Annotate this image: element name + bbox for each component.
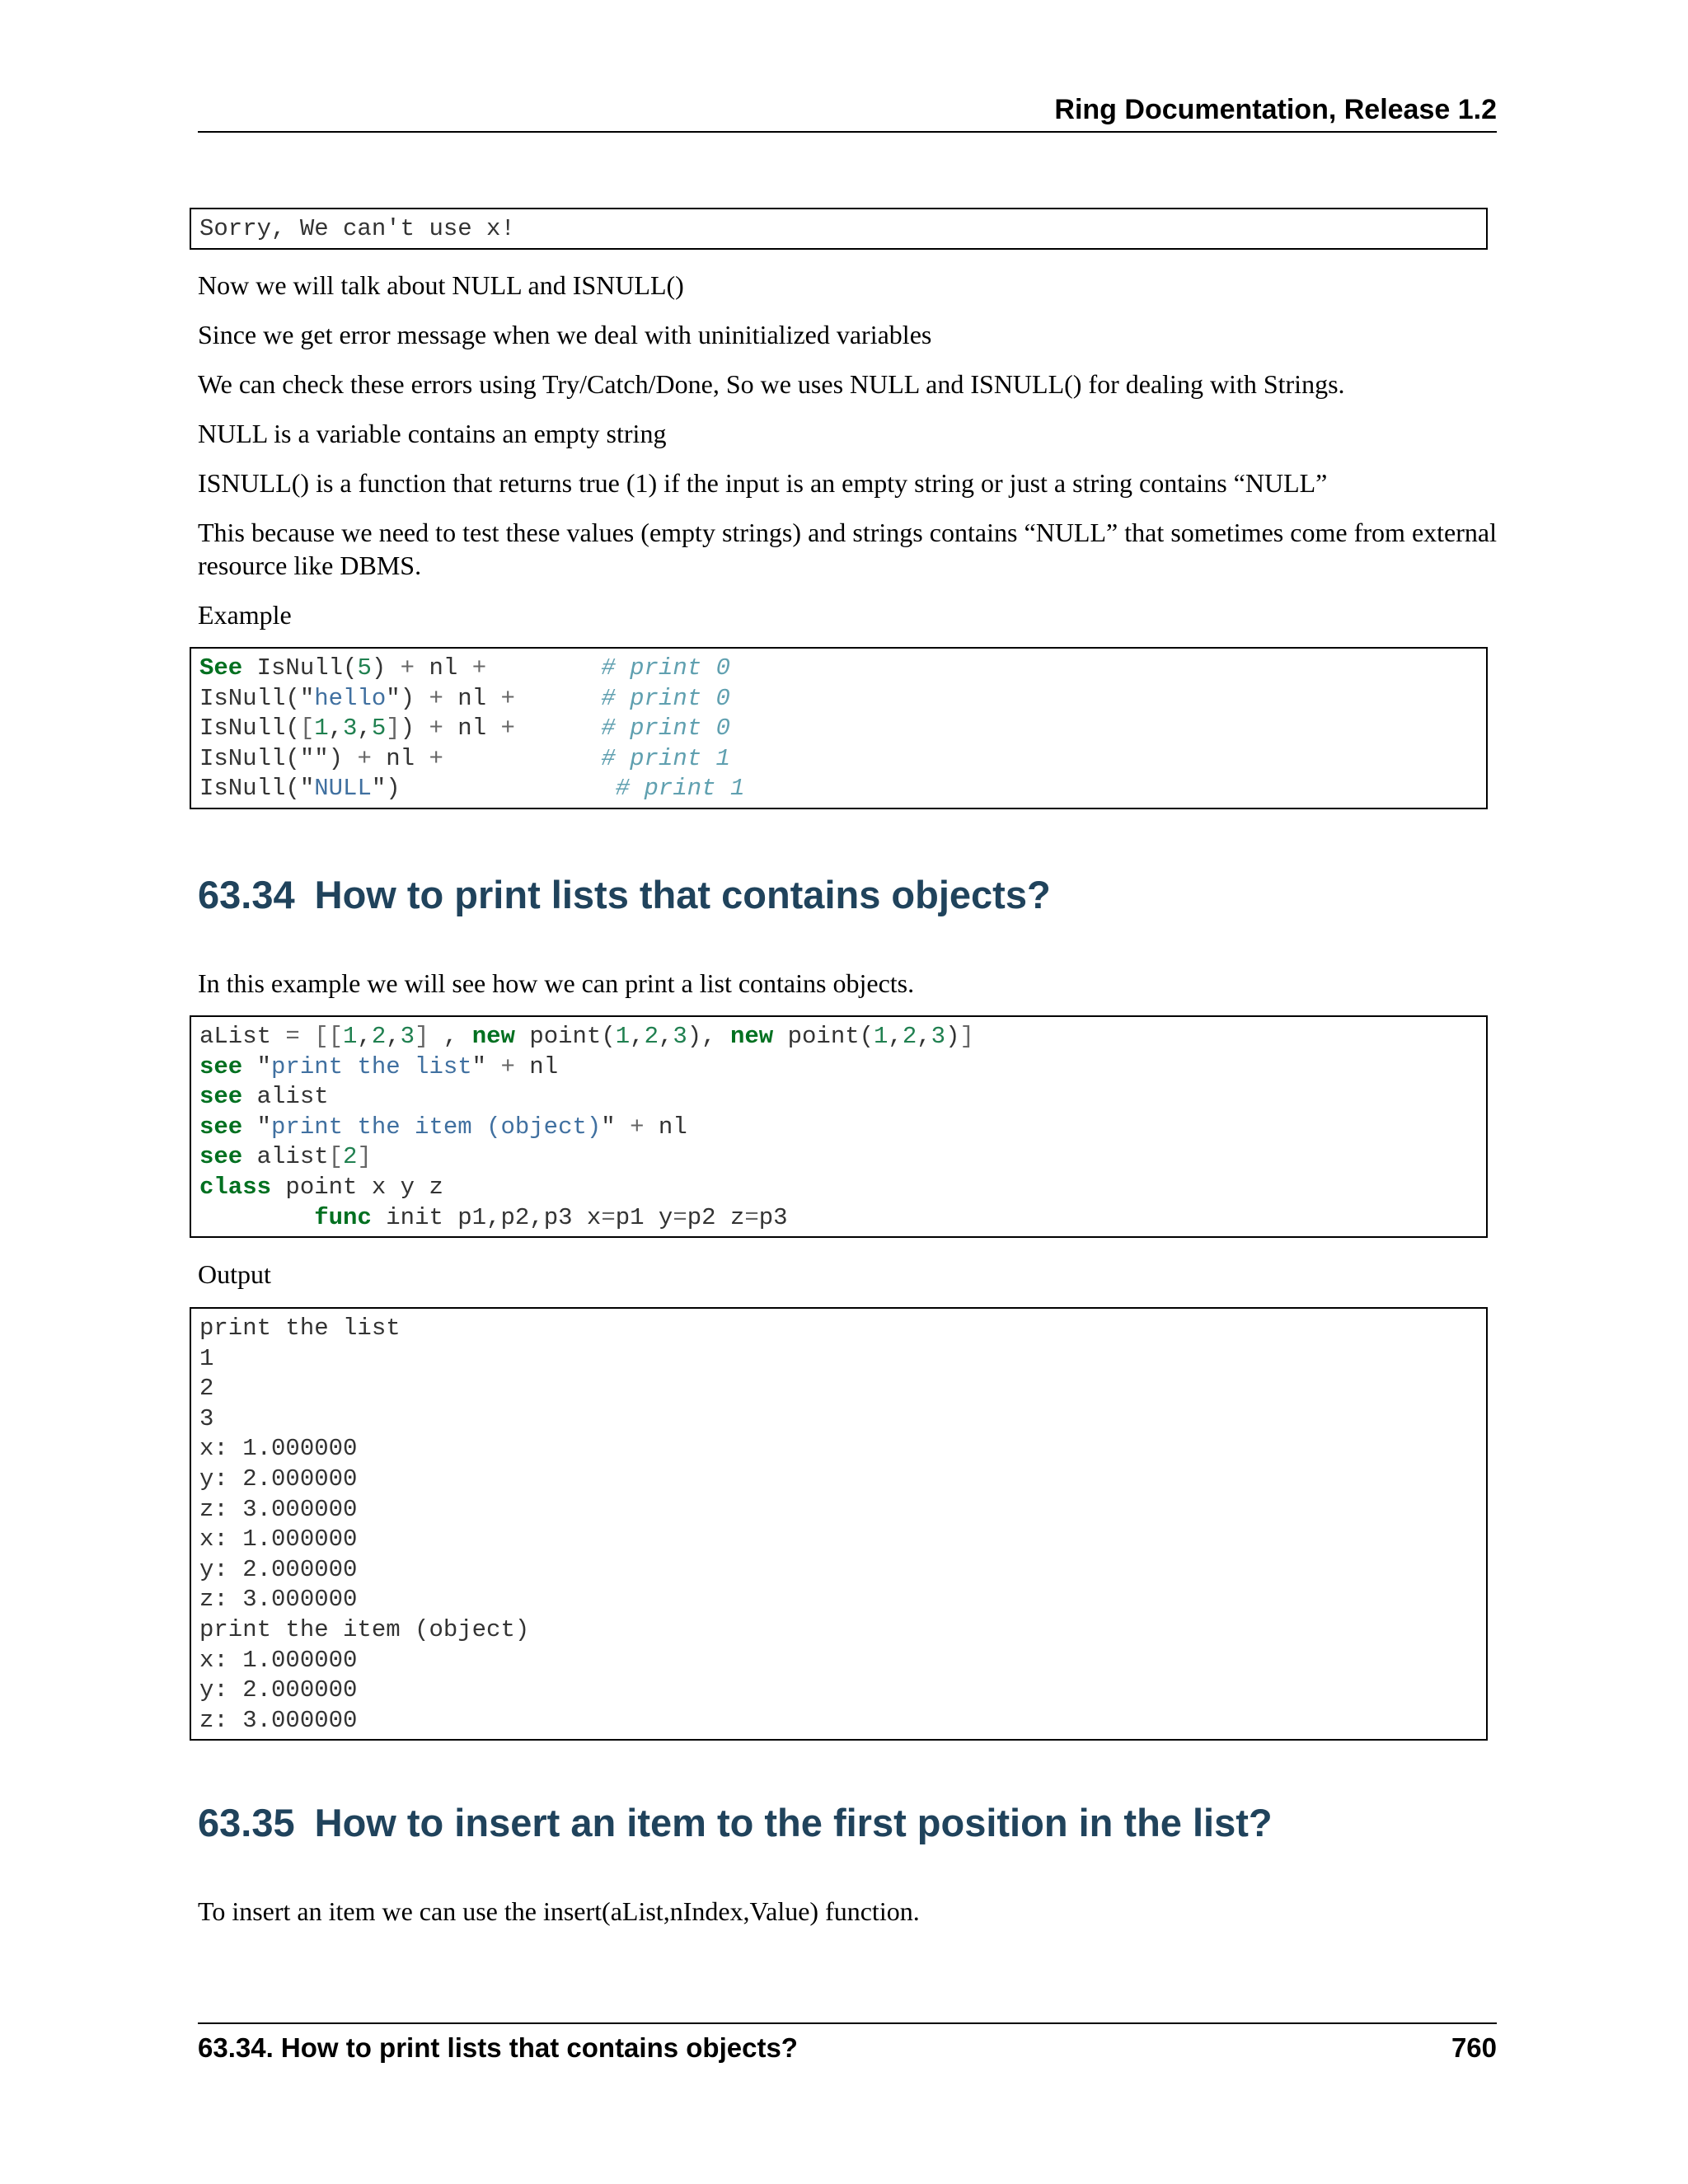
code-token: 2 <box>371 1023 387 1050</box>
document-page <box>198 0 1497 2184</box>
paragraph-null-intro: Now we will talk about NULL and ISNULL() <box>198 270 684 300</box>
code-token: # print 0 <box>601 654 730 682</box>
code-token: p2 z <box>687 1203 745 1231</box>
section-number: 63.34 <box>198 873 295 916</box>
code-token <box>515 715 601 742</box>
code-token: , <box>888 1023 903 1050</box>
code-token: + <box>500 1052 515 1080</box>
code-token: = <box>285 1023 300 1050</box>
code-token <box>443 745 601 772</box>
code-token <box>242 1053 256 1080</box>
code-token: + <box>400 654 415 682</box>
code-token <box>486 654 601 682</box>
code-token: 1 <box>343 1023 358 1050</box>
code-token: + <box>429 684 443 712</box>
code-token: print the list <box>271 1052 472 1080</box>
code-line <box>199 1142 1478 1173</box>
paragraph-example-label: Example <box>198 600 292 630</box>
code-token: ) <box>328 744 358 772</box>
code-token: point( <box>514 1023 616 1050</box>
code-token: nl <box>514 1052 559 1080</box>
paragraph-try-catch: We can check these errors using Try/Catch/Done, So we uses NULL and ISNULL() for dealing with Strings. <box>198 369 1345 399</box>
isnull-code-block <box>190 647 1488 809</box>
code-token: = <box>601 1203 616 1231</box>
footer-section-title: 63.34. How to print lists that contains objects? <box>198 2032 798 2063</box>
code-token: ) <box>371 654 401 682</box>
code-token: ) <box>386 775 401 803</box>
code-token: # print 1 <box>601 744 730 772</box>
code-token: nl <box>415 654 472 682</box>
code-token: , <box>328 715 344 743</box>
section-heading-63-34 <box>198 872 1051 917</box>
code-token: ] <box>357 1143 372 1171</box>
code-token: hello <box>314 684 387 712</box>
code-token: ) <box>400 715 429 743</box>
code-token: " <box>386 684 401 712</box>
code-token: 2 <box>902 1023 917 1050</box>
code-token: , <box>357 715 372 743</box>
code-token <box>242 1113 256 1141</box>
paragraph-insert-intro: To insert an item we can use the insert(aList,nIndex,Value) function. <box>198 1896 920 1926</box>
code-token: " <box>256 1052 272 1080</box>
code-token: [ <box>328 1143 344 1171</box>
code-token: "" <box>299 744 329 772</box>
code-line <box>199 1203 1478 1234</box>
code-token: [ <box>299 715 315 743</box>
code-line <box>199 1022 1478 1052</box>
code-token: init p1,p2,p3 x <box>371 1203 602 1231</box>
code-token: , <box>357 1023 372 1050</box>
code-line <box>199 684 1478 715</box>
code-token: nl <box>644 1113 687 1141</box>
code-token: ), <box>687 1023 730 1050</box>
code-token: IsNull( <box>199 715 300 743</box>
code-token: + <box>429 715 443 743</box>
code-token <box>300 1023 314 1050</box>
code-token: class <box>199 1173 272 1201</box>
code-token: IsNull( <box>199 744 300 772</box>
code-token <box>199 1204 314 1231</box>
code-token: ) <box>945 1023 960 1050</box>
footer-page-number: 760 <box>1451 2032 1497 2063</box>
code-token: , <box>658 1023 673 1050</box>
code-line <box>199 744 1478 775</box>
section-title: How to print lists that contains objects? <box>314 873 1051 916</box>
code-token: # print 0 <box>601 684 730 712</box>
code-token: func <box>314 1203 372 1231</box>
code-token: ] <box>386 715 401 743</box>
code-token: p3 <box>758 1203 788 1231</box>
code-token: " <box>471 1052 487 1080</box>
code-line <box>199 774 1478 804</box>
code-token: ] <box>959 1023 974 1050</box>
code-token: # print 0 <box>601 715 730 743</box>
code-token: 5 <box>357 654 372 682</box>
code-line <box>199 1173 1478 1203</box>
section-title: How to insert an item to the first position in the list? <box>314 1801 1273 1844</box>
code-token: 3 <box>931 1023 946 1050</box>
code-token: 2 <box>644 1023 659 1050</box>
code-token: , <box>630 1023 645 1050</box>
code-token: see <box>199 1113 243 1141</box>
paragraph-uninitialized: Since we get error message when we deal with uninitialized variables <box>198 320 932 349</box>
code-token: IsNull( <box>242 654 358 682</box>
paragraph-null-variable: NULL is a variable contains an empty string <box>198 419 667 448</box>
code-token: 2 <box>343 1143 358 1171</box>
code-token: + <box>471 654 487 682</box>
code-token: IsNull( <box>199 684 300 712</box>
section-number: 63.35 <box>198 1801 295 1844</box>
section-heading-63-35 <box>198 1800 1273 1845</box>
code-token: see <box>199 1052 243 1080</box>
code-token: aList <box>199 1023 286 1050</box>
code-token: = <box>744 1203 759 1231</box>
code-token: + <box>500 684 515 712</box>
code-token: 3 <box>673 1023 687 1050</box>
code-token: 5 <box>371 715 387 743</box>
page-footer <box>198 2022 1497 2064</box>
code-line <box>199 1052 1478 1083</box>
code-token: 3 <box>400 1023 415 1050</box>
code-token: 1 <box>314 715 329 743</box>
code-token: + <box>500 715 515 743</box>
code-token: , <box>917 1023 931 1050</box>
code-token: print the item (object) <box>271 1113 602 1141</box>
code-token: + <box>357 744 372 772</box>
code-token: " <box>299 775 315 803</box>
code-token: ] <box>415 1023 429 1050</box>
paragraph-isnull-function: ISNULL() is a function that returns true (1) if the input is an empty string or just a string contains “NULL” <box>198 468 1328 498</box>
code-token: nl <box>443 684 501 712</box>
paragraph-dbms: This because we need to test these values (empty strings) and strings contains “NULL” that sometimes come from external resource like DBMS. <box>198 518 1497 580</box>
code-token: = <box>673 1203 687 1231</box>
code-token: nl <box>371 744 429 772</box>
code-token: + <box>429 744 443 772</box>
code-token: " <box>601 1113 616 1141</box>
code-token: " <box>371 775 387 803</box>
code-token <box>401 775 616 802</box>
code-token: " <box>299 684 315 712</box>
code-token: , <box>429 1023 472 1050</box>
code-token: IsNull( <box>199 775 300 803</box>
code-token: point( <box>773 1023 874 1050</box>
code-token: 1 <box>874 1023 889 1050</box>
output-block: print the list 1 2 3 x: 1.000000 y: 2.000000 z: 3.000000 x: 1.000000 y: 2.000000 z: 3.000000 print the item (object) x: 1.000000 y: 2.000000 z: 3.000000 <box>190 1307 1488 1741</box>
code-token: point x y z <box>271 1173 443 1201</box>
code-token: See <box>199 654 243 682</box>
code-token: alist <box>242 1143 329 1171</box>
sorry-output-block: Sorry, We can't use x! <box>190 208 1488 250</box>
code-token: see <box>199 1083 243 1111</box>
code-token <box>515 685 601 712</box>
code-token: 3 <box>343 715 358 743</box>
code-token: p1 y <box>615 1203 673 1231</box>
code-line <box>199 1082 1478 1113</box>
running-header: Ring Documentation, Release 1.2 <box>198 94 1497 133</box>
code-token: new <box>730 1023 774 1050</box>
code-token: see <box>199 1143 243 1171</box>
code-token: nl <box>443 715 501 743</box>
code-token: + <box>630 1113 645 1141</box>
list-objects-code-block <box>190 1015 1488 1238</box>
code-line <box>199 714 1478 744</box>
code-line <box>199 654 1478 684</box>
code-token: " <box>256 1113 272 1141</box>
paragraph-output-label: Output <box>198 1259 271 1289</box>
code-token: NULL <box>314 775 372 803</box>
paragraph-list-objects-intro: In this example we will see how we can print a list contains objects. <box>198 968 915 998</box>
code-token: [[ <box>314 1023 344 1050</box>
code-token: 1 <box>615 1023 631 1050</box>
code-token: new <box>471 1023 515 1050</box>
code-token: ) <box>400 684 429 712</box>
code-token <box>486 1053 500 1080</box>
code-token: # print 1 <box>615 775 745 803</box>
code-line <box>199 1113 1478 1143</box>
code-token <box>616 1113 630 1141</box>
code-token: alist <box>242 1083 329 1111</box>
code-token: , <box>386 1023 401 1050</box>
